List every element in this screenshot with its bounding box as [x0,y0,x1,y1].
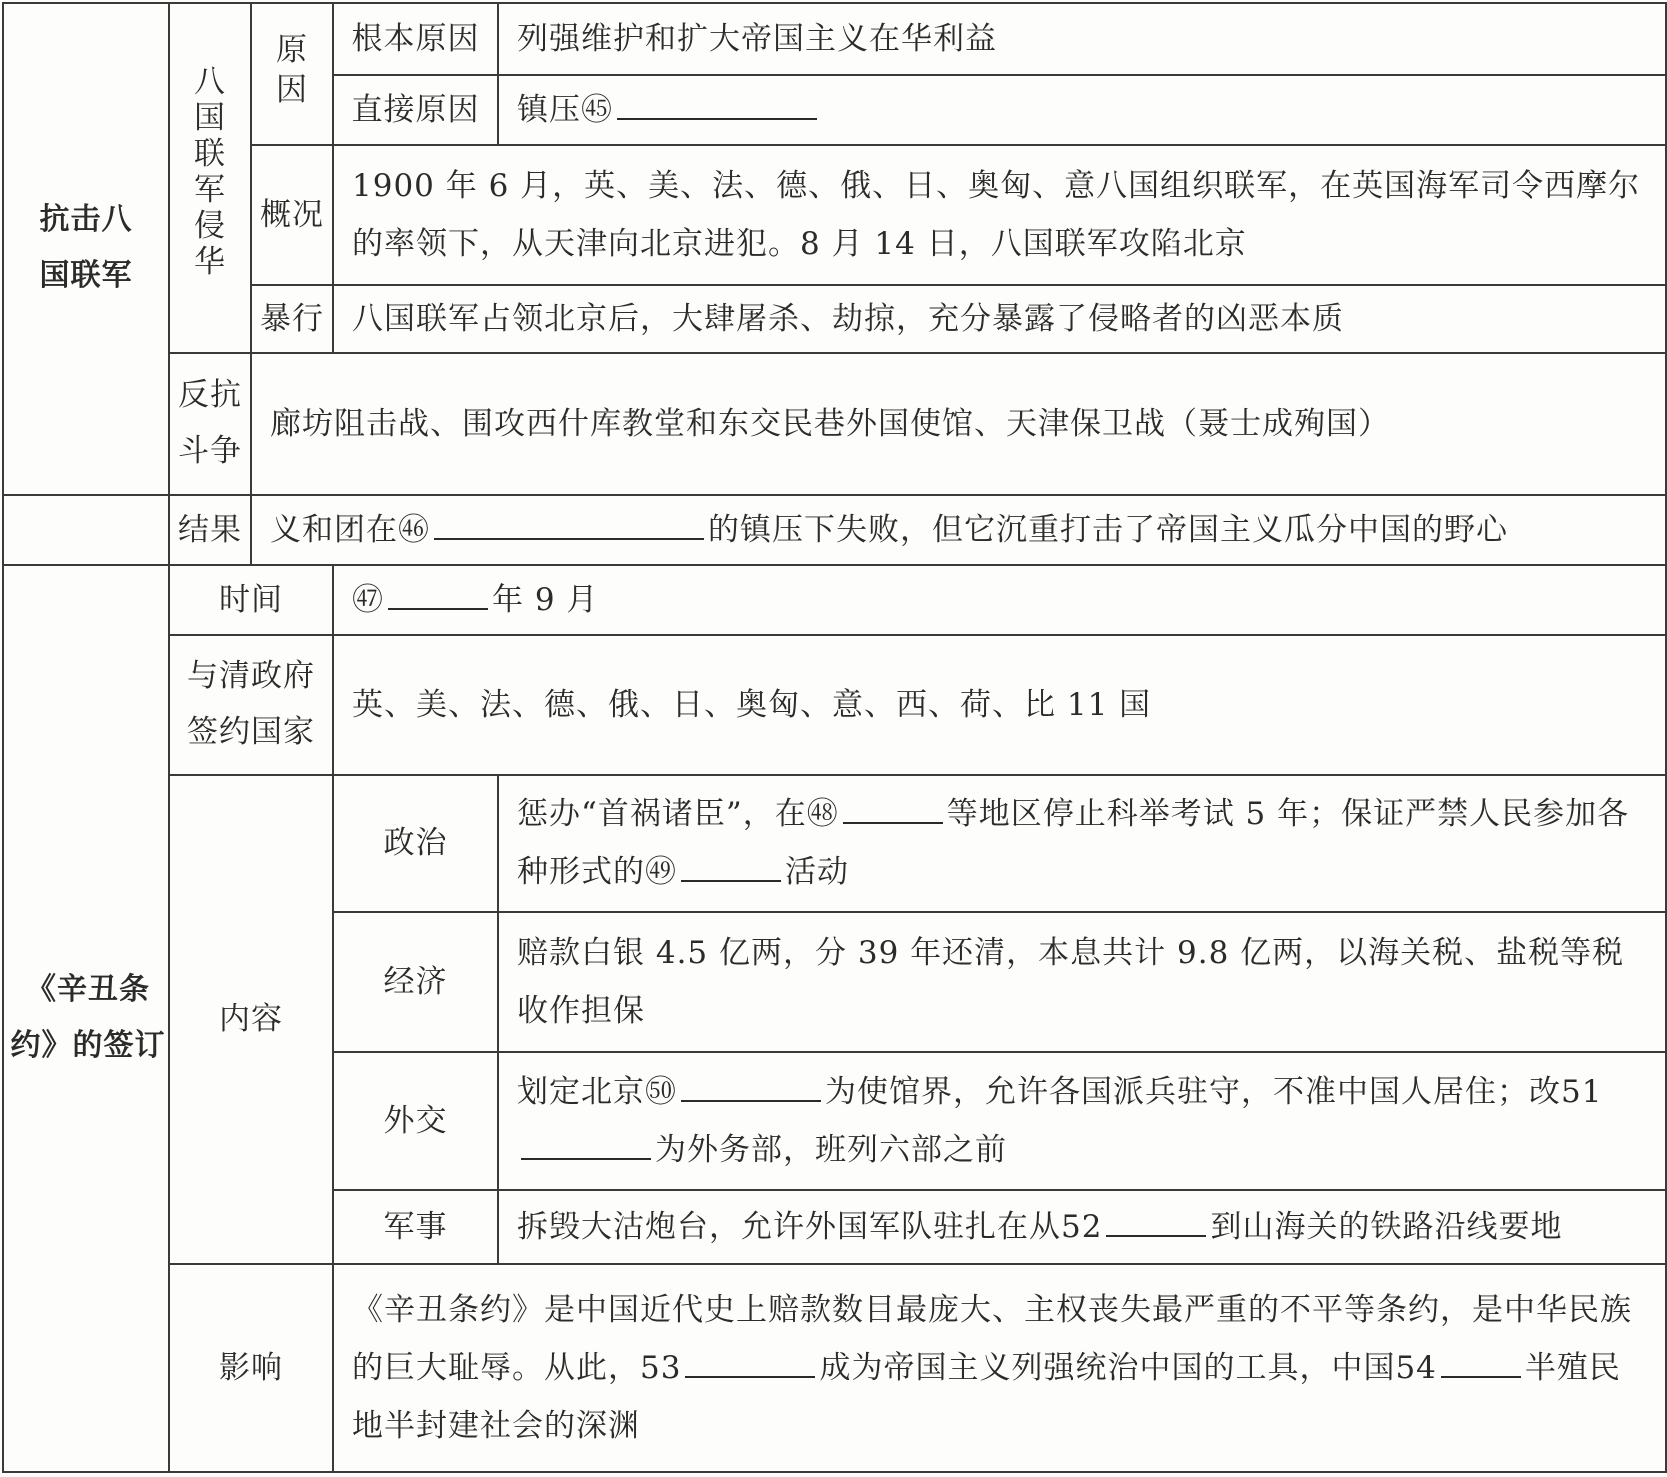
overview-label: 概况 [260,196,324,233]
impact-label: 影响 [169,1264,333,1472]
resistance-label-cell [169,353,251,495]
section-title-treaty [3,565,169,1472]
fill-blank-52[interactable] [1106,1201,1206,1237]
diplomatic-label: 外交 [333,1052,498,1190]
direct-cause-label: 直接原因 [333,75,498,145]
impact-text-1: 《辛丑条约》是中国近代史上赔款数目最庞大、主权丧失最严重的不平等条约，是中华民族的巨大耻辱。从此，53 [352,1292,1632,1387]
root-cause-text: 列强维护和扩大帝国主义在华利益 [498,3,1666,75]
diplomatic-text-4: 为外务部，班列六部之前 [655,1132,1007,1169]
signatories-text: 英、美、法、德、俄、日、奥匈、意、西、荷、比 11 国 [333,635,1666,775]
cause-label-cell [251,3,333,145]
political-cell [498,775,1666,913]
signatories-label-cell [169,635,333,775]
fill-blank-54[interactable] [1441,1342,1521,1378]
section-title-boxer-war [3,3,169,495]
fill-blank-45[interactable] [617,84,817,120]
fill-blank-46[interactable] [434,504,704,540]
section1-spacer [3,495,169,565]
direct-cause-cell [498,75,1666,145]
root-cause-label: 根本原因 [333,3,498,75]
fill-blank-47[interactable] [388,574,488,610]
fill-blank-50[interactable] [681,1066,821,1102]
political-text-2: 等地区停止科举考试 5 年；保证严禁人民参加各种形式的㊾ [517,796,1630,891]
military-text-1: 拆毁大沽炮台，允许外国军队驻扎在从52 [517,1209,1103,1246]
result-text-prefix: 义和团在㊻ [270,511,430,548]
direct-cause-text: 镇压㊺ [517,92,613,129]
diplomatic-text-3: 51 [1561,1074,1603,1111]
invasion-label-cell [169,3,251,353]
row-time [3,565,1666,635]
political-text-1: 惩办“首祸诸臣”，在㊽ [517,796,839,833]
result-label: 结果 [169,495,251,565]
political-text-3: 活动 [785,854,849,891]
history-review-table [2,2,1667,1473]
military-text-2: 到山海关的铁路沿线要地 [1210,1209,1563,1246]
impact-text-2: 成为帝国主义列强统治中国的工具，中国54 [819,1350,1437,1387]
diplomatic-text-2: 为使馆界，允许各国派兵驻守，不准中国人居住；改 [825,1074,1561,1111]
time-cell [333,565,1666,635]
impact-cell [333,1264,1666,1472]
row-overview [3,145,1666,285]
row-signatories [3,635,1666,775]
time-label: 时间 [169,565,333,635]
row-impact [3,1264,1666,1472]
time-suffix: 年 9 月 [492,581,599,618]
fill-blank-51[interactable] [521,1124,651,1160]
result-cell [251,495,1666,565]
result-text-suffix: 的镇压下失败，但它沉重打击了帝国主义瓜分中国的野心 [708,511,1508,548]
diplomatic-text-1: 划定北京㊿ [517,1074,677,1111]
atrocity-text: 八国联军占领北京后，大肆屠杀、劫掠，充分暴露了侵略者的凶恶本质 [333,285,1666,353]
military-label: 军事 [333,1190,498,1264]
fill-blank-53[interactable] [685,1342,815,1378]
row-resistance [3,353,1666,495]
row-root-cause [3,3,1666,75]
row-atrocity [3,285,1666,353]
atrocity-label: 暴行 [251,285,333,353]
content-label: 内容 [169,775,333,1265]
diplomatic-cell [498,1052,1666,1190]
military-cell [498,1190,1666,1264]
invasion-label: 八国联军侵华 [194,64,226,281]
overview-label-cell [251,145,333,285]
section-title-text: 抗击八国联军 [39,202,133,294]
economic-text: 赔款白银 4.5 亿两，分 39 年还清，本息共计 9.8 亿两，以海关税、盐税等税收作担保 [498,912,1666,1052]
resistance-label: 反抗斗争 [178,377,242,470]
time-prefix: ㊼ [352,581,384,618]
section2-title-text: 《辛丑条约》的签订 [10,971,166,1063]
fill-blank-49[interactable] [681,846,781,882]
cause-label: 原因 [276,31,308,108]
economic-label: 经济 [333,912,498,1052]
political-label: 政治 [333,775,498,913]
impact-text-3: 半殖民地半封建社会的深渊 [352,1350,1621,1445]
row-political [3,775,1666,913]
signatories-label: 与清政府签约国家 [187,658,315,751]
overview-text: 1900 年 6 月，英、美、法、德、俄、日、奥匈、意八国组织联军，在英国海军司令西摩尔的率领下，从天津向北京进犯。8 月 14 日，八国联军攻陷北京 [333,145,1666,285]
resistance-text: 廊坊阻击战、围攻西什库教堂和东交民巷外国使馆、天津保卫战（聂士成殉国） [251,353,1666,495]
row-result [3,495,1666,565]
fill-blank-48[interactable] [843,788,943,824]
